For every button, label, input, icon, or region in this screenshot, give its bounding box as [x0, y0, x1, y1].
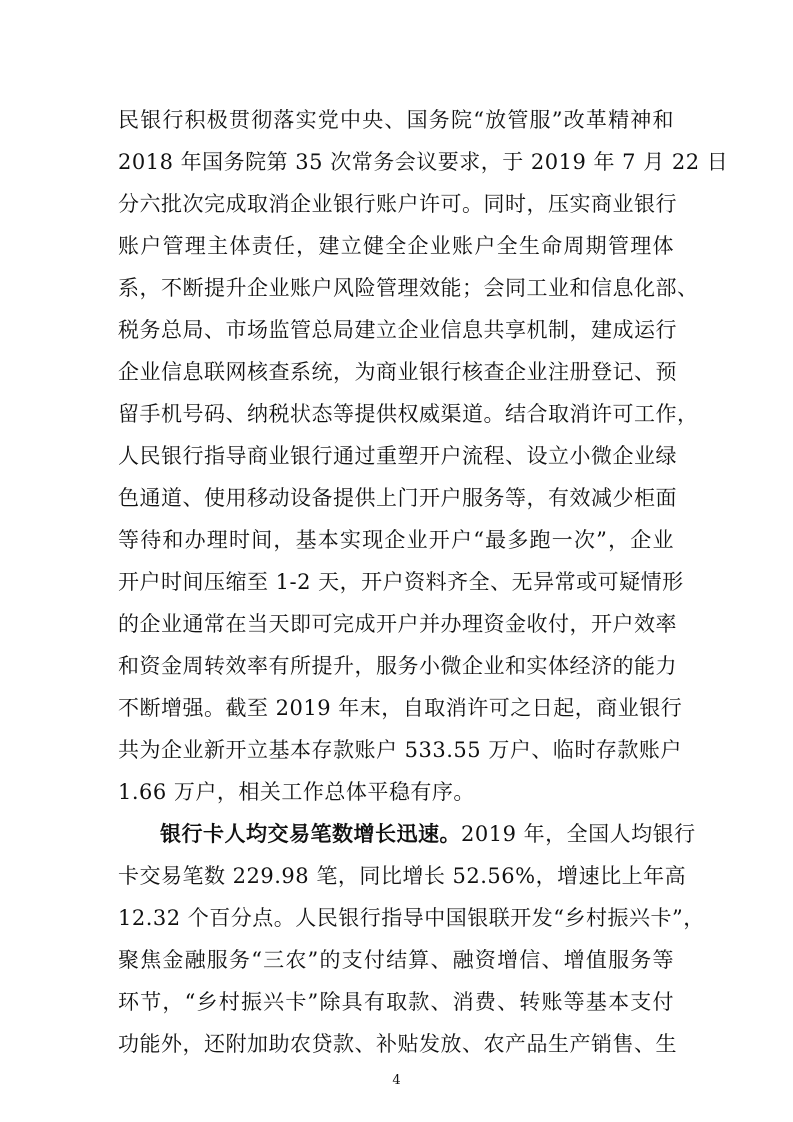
- paragraph1-line-8: 留手机号码、纳税状态等提供权威渠道。结合取消许可工作，: [118, 402, 699, 426]
- paragraph1-line-3: 分六批次完成取消企业银行账户许可。同时，压实商业银行: [118, 192, 677, 216]
- paragraph1-line-7: 企业信息联网核查系统，为商业银行核查企业注册登记、预: [118, 360, 677, 384]
- paragraph1-line-5: 系，不断提升企业账户风险管理效能；会同工业和信息化部、: [118, 276, 699, 300]
- paragraph1-line-4: 账户管理主体责任，建立健全企业账户全生命周期管理体: [118, 234, 674, 258]
- paragraph1-line-14: 和资金周转效率有所提升，服务小微企业和实体经济的能力: [118, 654, 677, 678]
- paragraph2-line-5: 环节，“乡村振兴卡”除具有取款、消费、转账等基本支付: [118, 990, 674, 1014]
- paragraph1-line-9: 人民银行指导商业银行通过重塑开户流程、设立小微企业绿: [118, 444, 677, 468]
- paragraph1-line-16: 共为企业新开立基本存款账户 533.55 万户、临时存款账户: [118, 738, 682, 762]
- paragraph1-line-1: 民银行积极贯彻落实党中央、国务院“放管服”改革精神和: [118, 108, 674, 132]
- paragraph2-line-1: [160, 819, 696, 849]
- paragraph2-heading: 银行卡人均交易笔数增长迅速。: [160, 821, 461, 846]
- paragraph1-line-13: 的企业通常在当天即可完成开户并办理资金收付，开户效率: [118, 612, 677, 636]
- paragraph1-line-15: 不断增强。截至 2019 年末，自取消许可之日起，商业银行: [118, 696, 683, 720]
- paragraph1-line-12: 开户时间压缩至 1-2 天，开户资料齐全、无异常或可疑情形: [118, 570, 684, 594]
- paragraph1-line-2: 2018 年国务院第 35 次常务会议要求，于 2019 年 7 月 22 日: [118, 150, 729, 174]
- paragraph2-line-3: 12.32 个百分点。人民银行指导中国银联开发“乡村振兴卡”，: [118, 906, 705, 930]
- page-number: 4: [392, 1073, 401, 1088]
- paragraph1-line-6: 税务总局、市场监管总局建立企业信息共享机制，建成运行: [118, 318, 677, 342]
- paragraph1-line-11: 等待和办理时间，基本实现企业开户“最多跑一次”，企业: [118, 528, 674, 552]
- paragraph2-first-line-text: 2019 年，全国人均银行: [461, 822, 696, 846]
- paragraph2-line-4: 聚焦金融服务“三农”的支付结算、融资增信、增值服务等: [118, 948, 674, 972]
- paragraph1-line-17: 1.66 万户，相关工作总体平稳有序。: [118, 780, 475, 804]
- paragraph2-line-2: 卡交易笔数 229.98 笔，同比增长 52.56%，增速比上年高: [118, 864, 687, 888]
- paragraph1-line-10: 色通道、使用移动设备提供上门开户服务等，有效减少柜面: [118, 486, 677, 510]
- paragraph2-line-6: 功能外，还附加助农贷款、补贴发放、农产品生产销售、生: [118, 1032, 677, 1056]
